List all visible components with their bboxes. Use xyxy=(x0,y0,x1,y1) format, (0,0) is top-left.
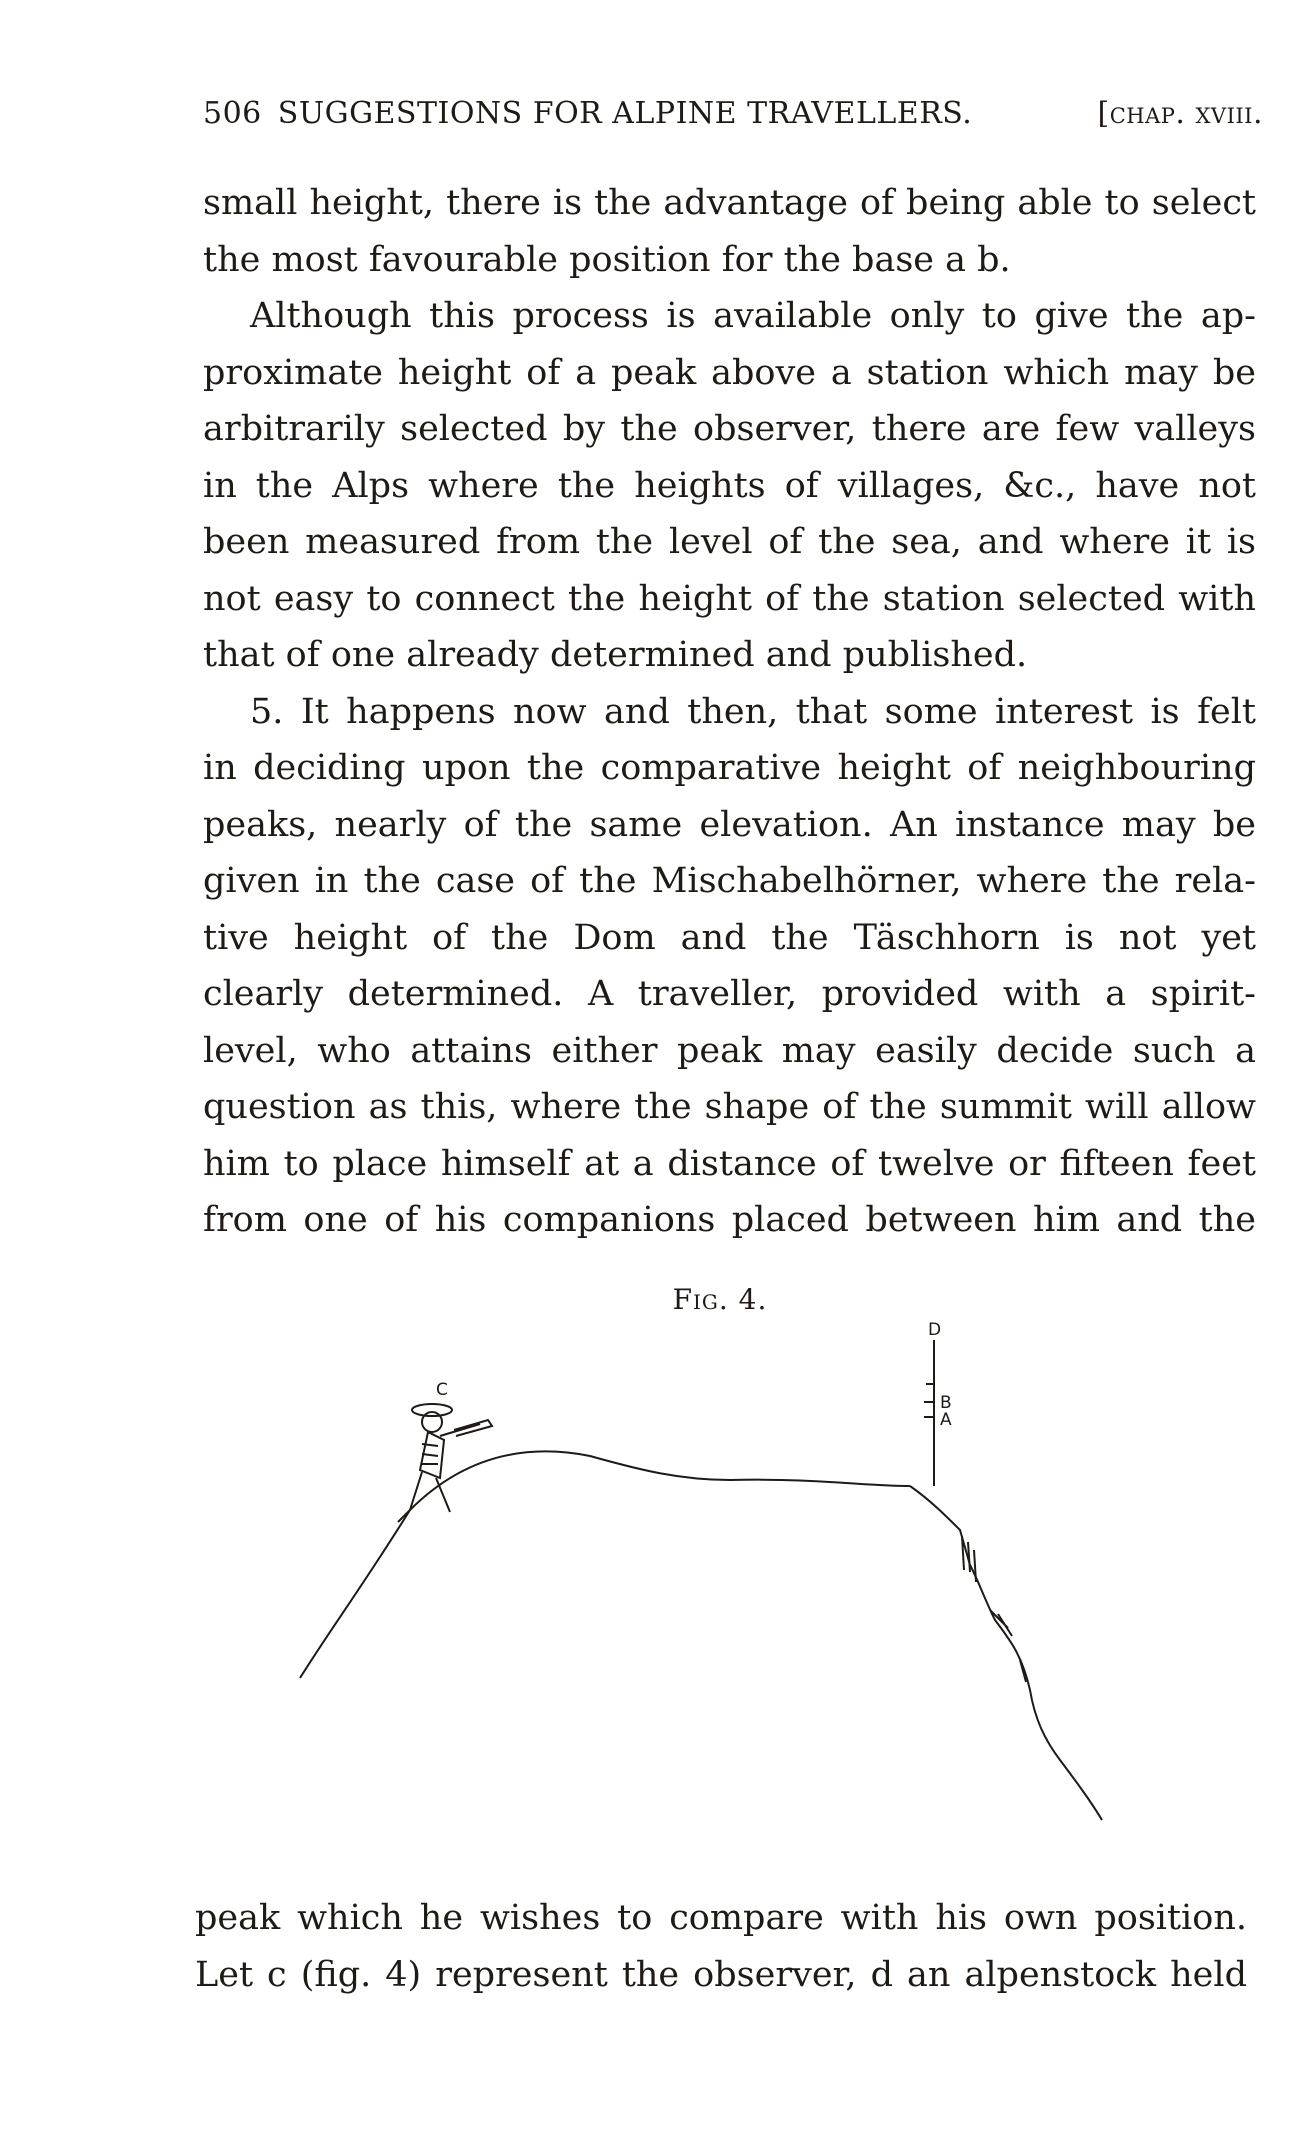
text-line: given in the case of the Mischabelhörner, where the rela- xyxy=(203,861,1256,901)
text-line: 5. It happens now and then, that some interest is felt xyxy=(250,691,1256,732)
text-line: peak which he wishes to compare with his own position. xyxy=(195,1898,1247,1938)
text-line: tive height of the Dom and the Täschhorn is not yet xyxy=(203,917,1256,958)
text-line: peaks, nearly of the same elevation. An instance may be xyxy=(203,804,1256,845)
page-number: 506 xyxy=(203,96,262,131)
text-line: proximate height of a peak above a station which may be xyxy=(203,352,1256,393)
label-c: C xyxy=(436,1380,448,1400)
body-text-bottom xyxy=(195,1890,1247,2003)
text-line: clearly determined. A traveller, provided with a spirit- xyxy=(203,974,1256,1014)
text-line: him to place himself at a distance of twelve or fifteen feet xyxy=(203,1143,1256,1184)
running-title: SUGGESTIONS FOR ALPINE TRAVELLERS. xyxy=(277,96,973,131)
text-line: in deciding upon the comparative height of neighbouring xyxy=(203,748,1256,788)
label-d: D xyxy=(928,1320,942,1340)
figure-4-illustration xyxy=(260,1310,1260,1870)
cliff-face xyxy=(910,1486,1102,1820)
chapter-reference: [chap. xviii. xyxy=(1097,96,1263,131)
running-header xyxy=(203,96,1263,131)
ridge-line xyxy=(300,1451,910,1678)
text-line: that of one already determined and published. xyxy=(203,635,1028,675)
label-a: A xyxy=(940,1410,952,1430)
body-text-top xyxy=(203,175,1256,1249)
text-line: small height, there is the advantage of being able to select xyxy=(203,183,1256,223)
text-line: Although this process is available only to give the ap- xyxy=(250,296,1256,336)
text-line: question as this, where the shape of the summit will allow xyxy=(203,1087,1256,1127)
text-line: been measured from the level of the sea, and where it is xyxy=(203,522,1256,562)
text-line: the most favourable position for the base a b. xyxy=(203,239,1011,280)
text-line: arbitrarily selected by the observer, there are few valleys xyxy=(203,409,1256,449)
text-line: level, who attains either peak may easily decide such a xyxy=(203,1030,1256,1071)
cliff-hatching xyxy=(962,1536,1026,1682)
figure-caption: Fig. 4. xyxy=(672,1283,768,1316)
text-line: from one of his companions placed between him and the xyxy=(203,1200,1256,1240)
text-line: not easy to connect the height of the station selected with xyxy=(203,578,1256,619)
text-line: in the Alps where the heights of villages, &c., have not xyxy=(203,465,1256,506)
label-b: B xyxy=(940,1393,952,1413)
observer-figure xyxy=(398,1404,492,1522)
text-line: Let c (fig. 4) represent the observer, d an alpenstock held xyxy=(195,1954,1247,1995)
